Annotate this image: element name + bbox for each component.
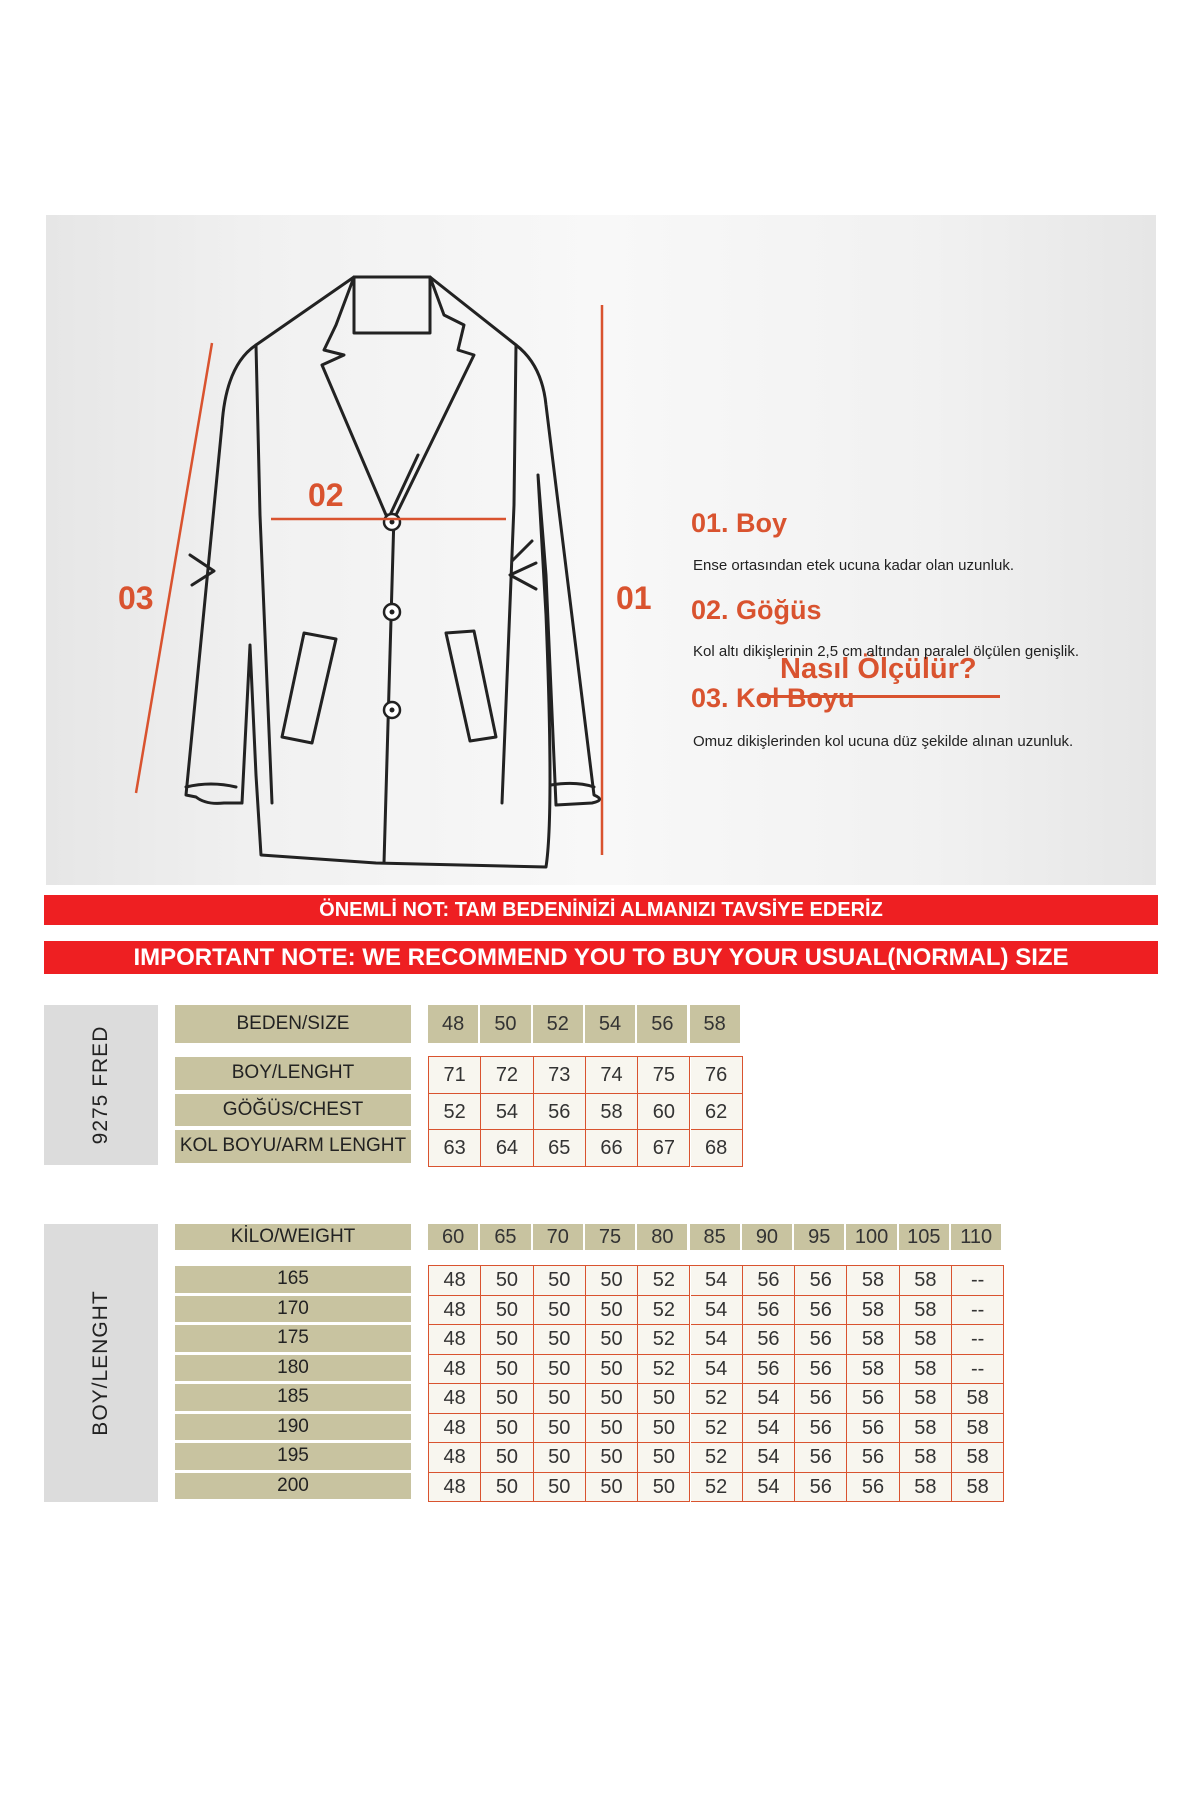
recommended-size-cell: 48	[429, 1296, 481, 1326]
size-value-cell: 56	[534, 1094, 586, 1131]
recommended-size-cell: 52	[638, 1325, 690, 1355]
recommended-size-cell: 54	[743, 1443, 795, 1473]
size-row-label: GÖĞÜS/CHEST	[175, 1094, 411, 1127]
recommended-size-cell: 56	[795, 1355, 847, 1385]
size-row-label: BOY/LENGHT	[175, 1057, 411, 1090]
important-note-english: IMPORTANT NOTE: WE RECOMMEND YOU TO BUY YOUR USUAL(NORMAL) SIZE	[44, 941, 1158, 974]
size-header-cell: 52	[533, 1005, 585, 1043]
recommended-size-cell: 56	[795, 1266, 847, 1296]
recommended-size-cell: 50	[534, 1473, 586, 1503]
recommended-size-cell: 50	[638, 1443, 690, 1473]
recommended-size-cell: 52	[638, 1266, 690, 1296]
size-header-cell: 50	[480, 1005, 532, 1043]
recommended-size-cell: 50	[481, 1296, 533, 1326]
recommended-size-cell: 50	[586, 1325, 638, 1355]
length-row-label: 190	[175, 1414, 411, 1441]
recommended-size-cell: 50	[586, 1414, 638, 1444]
weight-header-cell: 75	[585, 1224, 637, 1250]
size-value-cell: 60	[638, 1094, 690, 1131]
measure-desc-sleeve: Omuz dikişlerinden kol ucuna düz şekilde alınan uzunluk.	[693, 733, 1074, 750]
recommended-size-cell: 50	[481, 1266, 533, 1296]
recommended-size-cell: 50	[534, 1443, 586, 1473]
recommended-size-cell: 50	[534, 1266, 586, 1296]
recommended-size-cell: 56	[795, 1384, 847, 1414]
recommended-size-cell: 56	[743, 1325, 795, 1355]
recommended-size-cell: 50	[586, 1384, 638, 1414]
weight-header-cell: 100	[846, 1224, 898, 1250]
jacket-outline	[186, 277, 600, 867]
length-row-label: 185	[175, 1384, 411, 1411]
recommended-size-cell: 58	[900, 1414, 952, 1444]
recommended-size-cell: 50	[586, 1443, 638, 1473]
recommended-size-cell: 56	[847, 1384, 899, 1414]
recommended-size-cell: --	[952, 1355, 1004, 1385]
weight-header-cell: 60	[428, 1224, 480, 1250]
measure-desc-chest: Kol altı dikişlerinin 2,5 cm altından paralel ölçülen genişlik.	[693, 643, 1080, 660]
recommended-size-cell: 50	[481, 1355, 533, 1385]
recommended-size-cell: 48	[429, 1355, 481, 1385]
weight-header-cell: 95	[794, 1224, 846, 1250]
recommended-size-cell: 58	[900, 1384, 952, 1414]
recommended-size-cell: 58	[952, 1473, 1004, 1503]
size-value-cell: 66	[586, 1130, 638, 1167]
recommended-size-cell: 50	[534, 1384, 586, 1414]
weight-header-cell: 110	[951, 1224, 1003, 1250]
recommended-size-cell: 52	[638, 1296, 690, 1326]
recommended-size-cell: 50	[586, 1266, 638, 1296]
recommended-size-cell: 50	[481, 1414, 533, 1444]
measurement-guide-panel	[46, 215, 1156, 885]
recommended-size-cell: 50	[481, 1384, 533, 1414]
recommended-size-cell: 52	[691, 1473, 743, 1503]
recommended-size-cell: 58	[900, 1296, 952, 1326]
recommended-size-cell: 50	[638, 1414, 690, 1444]
data-grid	[428, 1056, 743, 1167]
weight-header-label: KİLO/WEIGHT	[175, 1224, 411, 1250]
recommended-size-cell: 50	[638, 1473, 690, 1503]
recommended-size-cell: 54	[743, 1473, 795, 1503]
weight-header-cell: 105	[899, 1224, 951, 1250]
length-axis-label: BOY/LENGHT	[89, 1290, 112, 1436]
recommended-size-cell: 50	[534, 1296, 586, 1326]
recommended-size-cell: 52	[691, 1443, 743, 1473]
size-value-cell: 63	[429, 1130, 481, 1167]
recommended-size-cell: --	[952, 1296, 1004, 1326]
weight-header-cell: 70	[533, 1224, 585, 1250]
length-row-label: 175	[175, 1325, 411, 1352]
recommended-size-cell: 56	[795, 1296, 847, 1326]
size-header-cell: 58	[690, 1005, 742, 1043]
recommended-size-cell: 48	[429, 1266, 481, 1296]
size-value-cell: 71	[429, 1057, 481, 1094]
size-header-cell: 48	[428, 1005, 480, 1043]
recommended-size-cell: 58	[847, 1266, 899, 1296]
recommended-size-cell: 56	[795, 1443, 847, 1473]
size-value-cell: 74	[586, 1057, 638, 1094]
recommended-size-cell: 58	[847, 1325, 899, 1355]
recommended-size-cell: 50	[586, 1473, 638, 1503]
recommended-size-cell: 58	[847, 1355, 899, 1385]
recommended-size-cell: --	[952, 1266, 1004, 1296]
recommended-size-cell: --	[952, 1325, 1004, 1355]
sleeve-measure-line	[136, 343, 212, 793]
recommended-size-cell: 58	[900, 1473, 952, 1503]
recommended-size-cell: 56	[847, 1443, 899, 1473]
recommended-size-cell: 50	[481, 1473, 533, 1503]
measure-heading-chest: 02. Göğüs	[691, 595, 822, 625]
recommended-size-cell: 50	[481, 1443, 533, 1473]
recommended-size-cell: 50	[534, 1325, 586, 1355]
recommended-size-cell: 50	[534, 1414, 586, 1444]
recommended-size-cell: 54	[691, 1325, 743, 1355]
jacket-illustration	[46, 215, 1156, 885]
weight-table-side-label	[44, 1224, 158, 1502]
recommended-size-cell: 56	[847, 1414, 899, 1444]
recommended-size-cell: 50	[586, 1355, 638, 1385]
length-row-label: 180	[175, 1355, 411, 1382]
size-value-cell: 64	[481, 1130, 533, 1167]
weight-header-cell: 80	[637, 1224, 689, 1250]
recommended-size-cell: 48	[429, 1473, 481, 1503]
recommended-size-cell: 56	[795, 1325, 847, 1355]
recommended-size-cell: 48	[429, 1384, 481, 1414]
size-row-label: KOL BOYU/ARM LENGHT	[175, 1130, 411, 1163]
recommended-size-cell: 58	[900, 1355, 952, 1385]
recommended-size-cell: 58	[900, 1266, 952, 1296]
length-measure-label: 01	[616, 580, 652, 616]
recommended-size-cell: 56	[743, 1296, 795, 1326]
recommended-size-cell: 58	[900, 1443, 952, 1473]
recommended-size-cell: 58	[952, 1443, 1004, 1473]
recommended-size-cell: 54	[743, 1414, 795, 1444]
recommended-size-cell: 52	[638, 1355, 690, 1385]
recommended-size-cell: 56	[795, 1473, 847, 1503]
size-header-cell: 56	[637, 1005, 689, 1043]
length-row-label: 200	[175, 1473, 411, 1500]
how-to-measure-title: Nasıl Ölçülür?	[780, 653, 977, 685]
recommended-size-cell: 56	[847, 1473, 899, 1503]
recommended-size-cell: 58	[900, 1325, 952, 1355]
recommended-size-cell: 54	[691, 1266, 743, 1296]
weight-header-cell: 85	[690, 1224, 742, 1250]
size-value-cell: 76	[691, 1057, 743, 1094]
recommended-size-cell: 54	[743, 1384, 795, 1414]
chest-measure-label: 02	[308, 477, 344, 513]
recommended-size-cell: 50	[534, 1355, 586, 1385]
recommended-size-cell: 50	[586, 1296, 638, 1326]
size-table-side-label	[44, 1005, 158, 1165]
measure-desc-length: Ense ortasından etek ucuna kadar olan uzunluk.	[693, 557, 1015, 574]
recommended-size-cell: 58	[847, 1296, 899, 1326]
length-row-label: 195	[175, 1443, 411, 1470]
weight-header-cell: 65	[480, 1224, 532, 1250]
size-value-cell: 58	[586, 1094, 638, 1131]
size-header-cell: 54	[585, 1005, 637, 1043]
size-value-cell: 65	[534, 1130, 586, 1167]
size-value-cell: 72	[481, 1057, 533, 1094]
recommended-size-cell: 54	[691, 1355, 743, 1385]
size-value-cell: 52	[429, 1094, 481, 1131]
measure-heading-length: 01. Boy	[691, 508, 788, 538]
recommended-size-cell: 48	[429, 1414, 481, 1444]
recommended-size-cell: 48	[429, 1443, 481, 1473]
recommended-size-cell: 48	[429, 1325, 481, 1355]
recommended-size-cell: 58	[952, 1414, 1004, 1444]
size-value-cell: 75	[638, 1057, 690, 1094]
recommended-size-cell: 50	[481, 1325, 533, 1355]
size-value-cell: 54	[481, 1094, 533, 1131]
weight-header-cell: 90	[742, 1224, 794, 1250]
size-value-cell: 67	[638, 1130, 690, 1167]
recommended-size-cell: 50	[638, 1384, 690, 1414]
size-value-cell: 73	[534, 1057, 586, 1094]
length-row-label: 165	[175, 1266, 411, 1293]
recommended-size-cell: 54	[691, 1296, 743, 1326]
length-row-label: 170	[175, 1296, 411, 1323]
measure-heading-sleeve: 03. Kol Boyu	[691, 683, 855, 713]
recommended-size-cell: 58	[952, 1384, 1004, 1414]
recommended-size-cell: 56	[743, 1266, 795, 1296]
recommended-size-cell: 52	[691, 1384, 743, 1414]
sleeve-measure-label: 03	[118, 580, 154, 616]
recommended-size-cell: 52	[691, 1414, 743, 1444]
size-value-cell: 62	[691, 1094, 743, 1131]
recommended-size-cell: 56	[743, 1355, 795, 1385]
important-note-turkish: ÖNEMLİ NOT: TAM BEDENİNİZİ ALMANIZI TAVSİYE EDERİZ	[44, 895, 1158, 925]
model-name: 9275 FRED	[89, 1025, 112, 1145]
size-value-cell: 68	[691, 1130, 743, 1167]
data-grid	[428, 1265, 1004, 1502]
recommended-size-cell: 56	[795, 1414, 847, 1444]
size-header-label: BEDEN/SIZE	[175, 1005, 411, 1043]
